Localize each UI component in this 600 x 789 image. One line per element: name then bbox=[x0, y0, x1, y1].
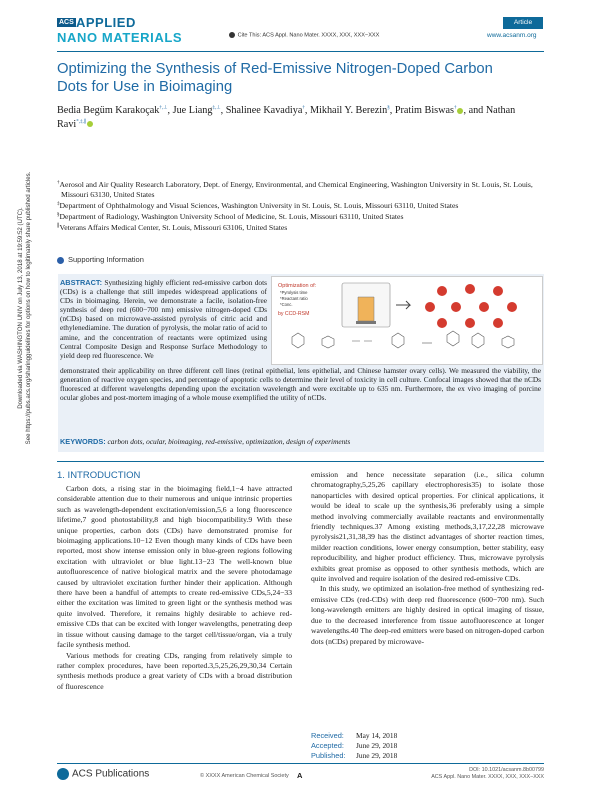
arrow-icon bbox=[396, 301, 410, 309]
date-row bbox=[311, 741, 397, 751]
acs-mark: ACS bbox=[59, 19, 74, 26]
author-name: Shalinee Kavadiya bbox=[225, 105, 303, 116]
journal-name-line2: NANO MATERIALS bbox=[57, 30, 183, 45]
keywords-label: KEYWORDS: bbox=[60, 437, 106, 446]
date-value: May 14, 2018 bbox=[356, 731, 398, 740]
date-row bbox=[311, 731, 397, 741]
date-label: Published: bbox=[311, 751, 346, 761]
author-affil-mark: † bbox=[302, 105, 305, 111]
section-heading: 1. INTRODUCTION bbox=[57, 470, 141, 481]
orcid-icon[interactable] bbox=[87, 121, 93, 127]
date-label: Received: bbox=[311, 731, 344, 740]
toc-graphic-svg bbox=[272, 277, 544, 366]
journal-name-line1: APPLIED bbox=[76, 15, 136, 30]
paragraph: Carbon dots, a rising star in the bioimaging field,1−4 have attracted considerable attention due to their numerous and unique intrinsic properties such as wavelength-dependent excitation/emission,5,6 a long fluorescence lifetime,7 good photostability,8 and high biocompatibility.9 With these unique properties, carbon dots (CDs) have demonstrated promise for bioimaging applications.10−12 Even though many kinds of CDs have been reported, most show intense emission only in blue-green regions following excitation with ultraviolet or blue light.13−23 The well-known blue autofluorescence of native biological matrix and the severe photodamage caused by ultraviolet excitation further hinder their application. Although there have been a handful of attempts to create red-emissive CDs,5,24−33 either the excitation was limited to green light or the synthesis method was quite involved. Therefore, it remains highly desirable to achieve red-emissive CDs that can be excited with longer wavelengths, penetrating deep in tissue without causing damage to the target cell/tissue/organ, via a truly facile synthesis method. bbox=[57, 484, 292, 650]
download-note bbox=[17, 153, 33, 463]
date-value: June 29, 2018 bbox=[356, 741, 398, 751]
publication-dates bbox=[311, 731, 397, 762]
divider bbox=[57, 51, 544, 52]
cite-icon bbox=[229, 32, 235, 38]
toc-graphic bbox=[271, 276, 543, 365]
red-dots-illustration bbox=[425, 284, 517, 328]
supporting-info-link[interactable]: Supporting Information bbox=[57, 255, 144, 264]
acs-logo-icon bbox=[57, 768, 69, 780]
page-number: A bbox=[297, 771, 303, 780]
author-affil-mark: § bbox=[387, 105, 390, 111]
copyright: © XXXX American Chemical Society bbox=[200, 773, 289, 779]
divider bbox=[57, 461, 544, 462]
keywords bbox=[60, 437, 541, 446]
date-row bbox=[311, 751, 397, 761]
paragraph: emission and hence necessitate separation (i.e., silica column chromatography,5,25,26 capillary electrophoresis35) to isolate those nanoparticles with desired optical properties. For clinical applications, it would be ideal to scale up the synthesis,36 preferably using a simple method involving commercially available reactants and environmentally friendly techniques.37 Among existing methods,3,17,22,28 microwave pyrolysis21,31,38,39 has the distinct advantages of shorter reaction times, milder reaction conditions, lower energy consumption, better stability, easy reproducibility, and higher product efficiency. Thus, microwave pyrolysis exhibits great promise as opposed to other synthesis methods, which are quite involved and require isolation of the desired red-emissive CDs. bbox=[311, 470, 544, 584]
author-name: Bedia Begüm Karakoçak bbox=[57, 105, 160, 116]
affiliation: ‡Department of Ophthalmology and Visual Sciences, Washington University in St. Louis, St. Louis, Missouri 63110, United States bbox=[57, 201, 459, 211]
toc-opt1: *Pyrolysis time bbox=[280, 290, 308, 295]
toc-rsm: by CCD-RSM bbox=[278, 311, 310, 317]
affiliation: †Aerosol and Air Quality Research Laboratory, Dept. of Energy, Environmental, and Chemical Engineering, Washington University in St. Louis, St. Louis, Missouri 63130, United States bbox=[57, 180, 533, 200]
divider bbox=[57, 763, 544, 764]
paragraph: Various methods for creating CDs, ranging from relatively simple to rather complex procedures, have been reported.3,5,25,26,29,30,34 Certain synthesis methods produce a great variety of CDs with a broad distribution of fluorescence bbox=[57, 650, 292, 691]
info-icon bbox=[57, 257, 64, 264]
affiliations bbox=[57, 180, 544, 234]
doi-block bbox=[430, 767, 544, 781]
chemical-structures bbox=[292, 331, 514, 348]
date-label: Accepted: bbox=[311, 741, 344, 751]
author-affil-mark: *,‡,∥ bbox=[76, 119, 87, 125]
publisher-logo: ACS Publications bbox=[57, 768, 149, 780]
download-note-line1: Downloaded via WASHINGTON UNIV on July 13, 2018 at 19:59:52 (UTC). bbox=[17, 207, 24, 409]
author-list: Bedia Begüm Karakoçak†,⊥, Jue Liang‡,⊥, Shalinee Kavadiya†, Mikhail Y. Berezin§, Pratim Biswas† , and Nathan Ravi*,‡,∥ bbox=[57, 105, 516, 130]
paragraph: In this study, we optimized an isolation-free method of synthesizing red-emissive CDs (red-CDs) with deep red fluorescence (600−700 nm). Such long-wavelength emitters are highly desired in optical imaging of tissue, due to the decreased interference from tissue autofluorescence at longer wavelengths.40 The deep-red emitters were based on nitrogen-doped carbon dots (nCDs) prepared by microwave- bbox=[311, 584, 544, 646]
author-affil-mark: ‡,⊥ bbox=[212, 105, 221, 111]
author-affil-mark: † bbox=[453, 105, 457, 111]
journal-logo bbox=[57, 16, 232, 48]
author-name: Pratim Biswas bbox=[394, 105, 454, 116]
date-value: June 29, 2018 bbox=[356, 751, 398, 761]
author-name: Jue Liang bbox=[172, 105, 213, 116]
author-affil-mark: †,⊥ bbox=[159, 105, 168, 111]
affiliation: §Department of Radiology, Washington University School of Medicine, St. Louis, Missouri 63110, United States bbox=[57, 212, 404, 222]
download-note-line2: See https://pubs.acs.org/sharingguidelines for options on how to legitimately share published articles. bbox=[25, 171, 32, 445]
article-badge: Article bbox=[503, 17, 543, 29]
abstract-text-part1: ABSTRACT: Synthesizing highly efficient red-emissive carbon dots (CDs) is a challenge that still impedes widespread applications of CDs in bioimaging. Herein, we demonstrate a facile, isolation-free synthesis of deep red (600−700 nm) emissive nitrogen-doped CDs (nCDs) based on microwave-assisted pyrolysis of citric acid and ethylenediamine. The duration of pyrolysis, the molar ratio of acid to amine, and the concentration of reactants were optimized using Central Composite Design and Response Surface Methodology to yield deep red fluorescence. We bbox=[60, 278, 267, 360]
abstract-label: ABSTRACT: bbox=[60, 278, 103, 287]
doi-link[interactable]: DOI: 10.1021/acsanm.8b00799 bbox=[469, 767, 544, 773]
orcid-icon[interactable] bbox=[457, 108, 463, 114]
toc-opt3: *Conc. bbox=[280, 302, 293, 307]
beaker-icon bbox=[358, 297, 374, 321]
author-name: and Nathan Ravi bbox=[57, 105, 516, 130]
journal-ref: ACS Appl. Nano Mater. XXXX, XXX, XXX−XXX bbox=[431, 774, 544, 780]
affiliation: ∥Veterans Affairs Medical Center, St. Louis, Missouri 63106, United States bbox=[57, 223, 288, 233]
body-column-right bbox=[311, 470, 544, 647]
toc-opt2: *Reactant ratio bbox=[280, 296, 308, 301]
author-name: Mikhail Y. Berezin bbox=[309, 105, 388, 116]
cite-this[interactable]: Cite This: ACS Appl. Nano Mater. XXXX, XXX, XXX−XXX bbox=[229, 32, 379, 38]
body-column-left bbox=[57, 484, 292, 692]
toc-opt-title: Optimization of: bbox=[278, 283, 317, 289]
journal-url[interactable]: www.acsanm.org bbox=[487, 32, 537, 39]
abstract-text-part2: demonstrated their applicability on three different cell lines (retinal epithelial, lens epithelial, and Chinese hamster ovary cells). We measured the viability, the generation of reactive oxygen species, and percentage of apoptotic cells to determine their level of toxicity in cell culture. Confocal images showed that the nCDs fluoresced at different wavelengths depending upon the excitation wavelength and were excitable up to 635 nm. Furthermore, the ex vivo imaging of porcine ocular globes and post-mortem imaging of a whole mouse exemplified the utility of nCDs. bbox=[60, 366, 541, 403]
page-title: Optimizing the Synthesis of Red-Emissive Nitrogen-Doped Carbon Dots for Use in Bioimaging bbox=[57, 61, 493, 95]
keywords-list: carbon dots, ocular, bioimaging, red-emissive, optimization, design of experiments bbox=[107, 437, 351, 446]
